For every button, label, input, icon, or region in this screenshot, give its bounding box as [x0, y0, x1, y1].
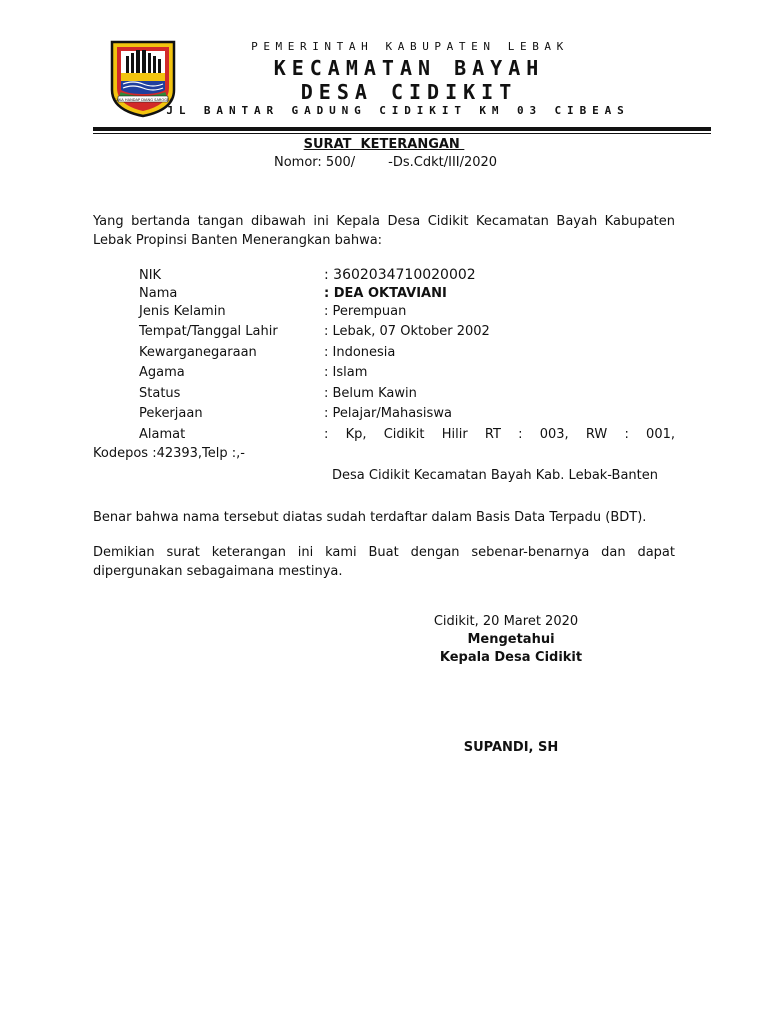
letterhead-divider-thick: [93, 127, 711, 131]
alamat-desa: Desa Cidikit Kecamatan Bayah Kab. Lebak-Banten: [332, 468, 658, 483]
letterhead-district: KECAMATAN BAYAH: [273, 56, 545, 80]
alamat-part: 003,: [539, 427, 569, 442]
document-title: SURAT KETERANGAN: [303, 137, 465, 152]
alamat-part: :: [324, 427, 329, 442]
field-label-agama: Agama: [139, 365, 185, 380]
signature-position: Kepala Desa Cidikit: [439, 650, 583, 665]
letterhead-village: DESA CIDIKIT: [300, 80, 518, 104]
field-label-alamat: Alamat: [139, 427, 186, 442]
field-label-kewarganegaraan: Kewarganegaraan: [139, 345, 257, 360]
closing-paragraph: Demikian surat keterangan ini kami Buat dengan sebenar-benarnya dan dapat dipergunakan sebagaimana mestinya.: [93, 545, 675, 579]
field-label-nama: Nama: [139, 286, 178, 301]
alamat-part: Hilir: [441, 427, 468, 442]
field-value-kewarganegaraan: : Indonesia: [324, 345, 396, 360]
alamat-part: Cidikit: [383, 427, 425, 442]
letterhead-government: PEMERINTAH KABUPATEN LEBAK: [251, 40, 569, 53]
alamat-part: 001,: [646, 427, 675, 442]
field-value-jenis-kelamin: : Perempuan: [324, 304, 407, 319]
alamat-part: Kp,: [345, 427, 367, 442]
intro-paragraph: Yang bertanda tangan dibawah ini Kepala Desa Cidikit Kecamatan Bayah Kabupaten Lebak Propinsi Banten Menerangkan bahwa:: [93, 214, 675, 248]
signature-name: SUPANDI, SH: [463, 740, 559, 755]
field-value-nama: : DEA OKTAVIANI: [324, 286, 447, 301]
alamat-part: :: [518, 427, 523, 442]
logo-banner-text: SAKA HANDAP DIANG SAROGEA: [114, 97, 172, 102]
field-label-ttl: Tempat/Tanggal Lahir: [139, 324, 278, 339]
letterhead-address: JL BANTAR GADUNG CIDIKIT KM 03 CIBEAS: [166, 104, 630, 117]
alamat-part: RW: [585, 427, 608, 442]
letterhead-divider-thin: [93, 133, 711, 134]
alamat-part: :: [624, 427, 629, 442]
field-value-status: : Belum Kawin: [324, 386, 417, 401]
field-value-nik: : 3602034710020002: [324, 267, 476, 283]
field-value-ttl: : Lebak, 07 Oktober 2002: [324, 324, 490, 339]
field-label-nik: NIK: [139, 268, 162, 283]
document-number: Nomor: 500/ -Ds.Cdkt/III/2020: [274, 155, 498, 170]
alamat-part: RT: [484, 427, 501, 442]
signature-place-date: Cidikit, 20 Maret 2020: [433, 614, 579, 629]
field-label-jenis-kelamin: Jenis Kelamin: [139, 304, 226, 319]
field-value-agama: : Islam: [324, 365, 368, 380]
field-value-pekerjaan: : Pelajar/Mahasiswa: [324, 406, 452, 421]
statement-paragraph: Benar bahwa nama tersebut diatas sudah terdaftar dalam Basis Data Terpadu (BDT).: [93, 510, 647, 525]
signature-mengetahui: Mengetahui: [467, 632, 555, 647]
field-label-status: Status: [139, 386, 181, 401]
field-label-pekerjaan: Pekerjaan: [139, 406, 203, 421]
alamat-kodepos: Kodepos :42393,Telp :,-: [93, 446, 245, 461]
field-value-alamat: [324, 427, 675, 442]
